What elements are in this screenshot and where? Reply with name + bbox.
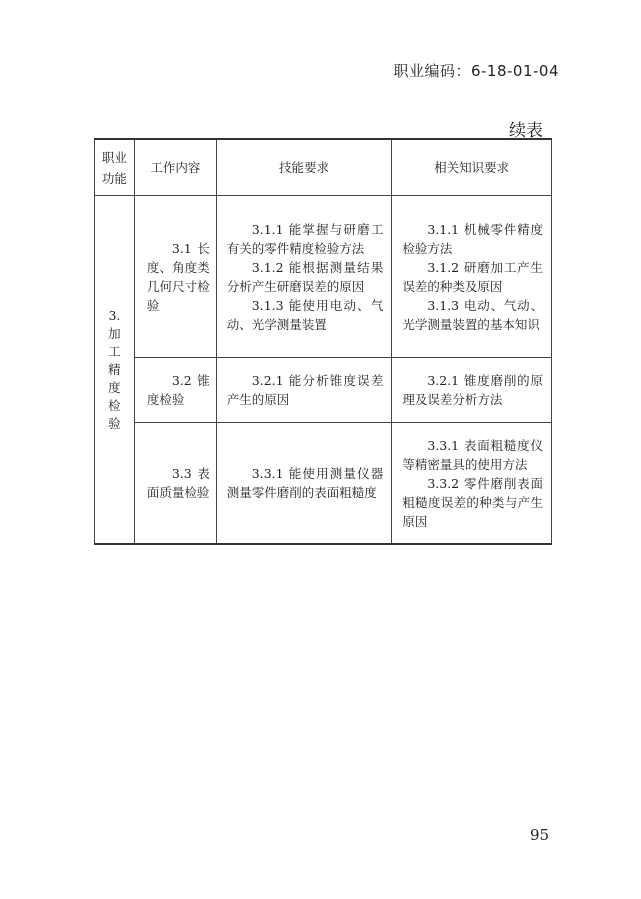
header-function-line1: 职业 (101, 149, 127, 165)
knowledge-item: 3.2.1 锥度磨削的原理及误差分析方法 (402, 373, 543, 407)
function-char: 加 (108, 325, 121, 341)
skill-cell (216, 196, 392, 358)
function-number: 3. (108, 307, 121, 323)
function-char: 检 (108, 397, 121, 413)
work-content-cell (134, 423, 216, 545)
table-row (95, 196, 552, 358)
skill-item: 3.2.1 能分析锥度误差产生的原因 (226, 373, 384, 407)
work-content-cell (134, 196, 216, 358)
knowledge-item: 3.1.1 机械零件精度检验方法 (402, 221, 543, 256)
header-function (95, 139, 135, 196)
function-vertical-text (108, 307, 121, 433)
header-function-line2: 功能 (101, 170, 127, 186)
work-content-text: 3.2 锥度检验 (146, 373, 210, 407)
table-header-row (95, 139, 552, 196)
function-char: 度 (108, 379, 121, 395)
knowledge-cell (392, 196, 552, 358)
knowledge-item: 3.3.1 表面粗糙度仪等精密量具的使用方法 (402, 437, 543, 472)
header-work-content: 工作内容 (134, 139, 216, 196)
page-number: 95 (530, 826, 550, 844)
function-cell (95, 196, 135, 545)
knowledge-item: 3.1.3 电动、气动、光学测量装置的基本知识 (402, 297, 543, 332)
knowledge-item: 3.1.2 研磨加工产生误差的种类及原因 (402, 259, 543, 294)
occupation-code: 职业编码：6-18-01-04 (393, 62, 559, 80)
header-knowledge-requirements: 相关知识要求 (392, 139, 552, 196)
knowledge-item: 3.3.2 零件磨削表面粗糙度误差的种类与产生原因 (402, 475, 543, 529)
skill-item: 3.1.1 能掌握与研磨工有关的零件精度检验方法 (226, 221, 384, 256)
function-char: 工 (108, 343, 121, 359)
work-content-text: 3.1 长度、角度类几何尺寸检验 (146, 240, 210, 313)
skill-cell (216, 358, 392, 423)
table-row (95, 358, 552, 423)
function-char: 精 (108, 361, 121, 377)
skill-item: 3.3.1 能使用测量仪器测量零件磨削的表面粗糙度 (226, 466, 384, 500)
work-content-text: 3.3 表面质量检验 (146, 466, 210, 500)
skill-requirements-table (94, 138, 552, 545)
work-content-cell (134, 358, 216, 423)
header-skill-requirements: 技能要求 (216, 139, 392, 196)
table-row (95, 423, 552, 545)
function-char: 验 (108, 415, 121, 431)
knowledge-cell (392, 423, 552, 545)
skill-item: 3.1.3 能使用电动、气动、光学测量装置 (226, 297, 384, 332)
knowledge-cell (392, 358, 552, 423)
skill-cell (216, 423, 392, 545)
continued-label: 续表 (509, 121, 543, 141)
skill-item: 3.1.2 能根据测量结果分析产生研磨误差的原因 (226, 259, 384, 294)
